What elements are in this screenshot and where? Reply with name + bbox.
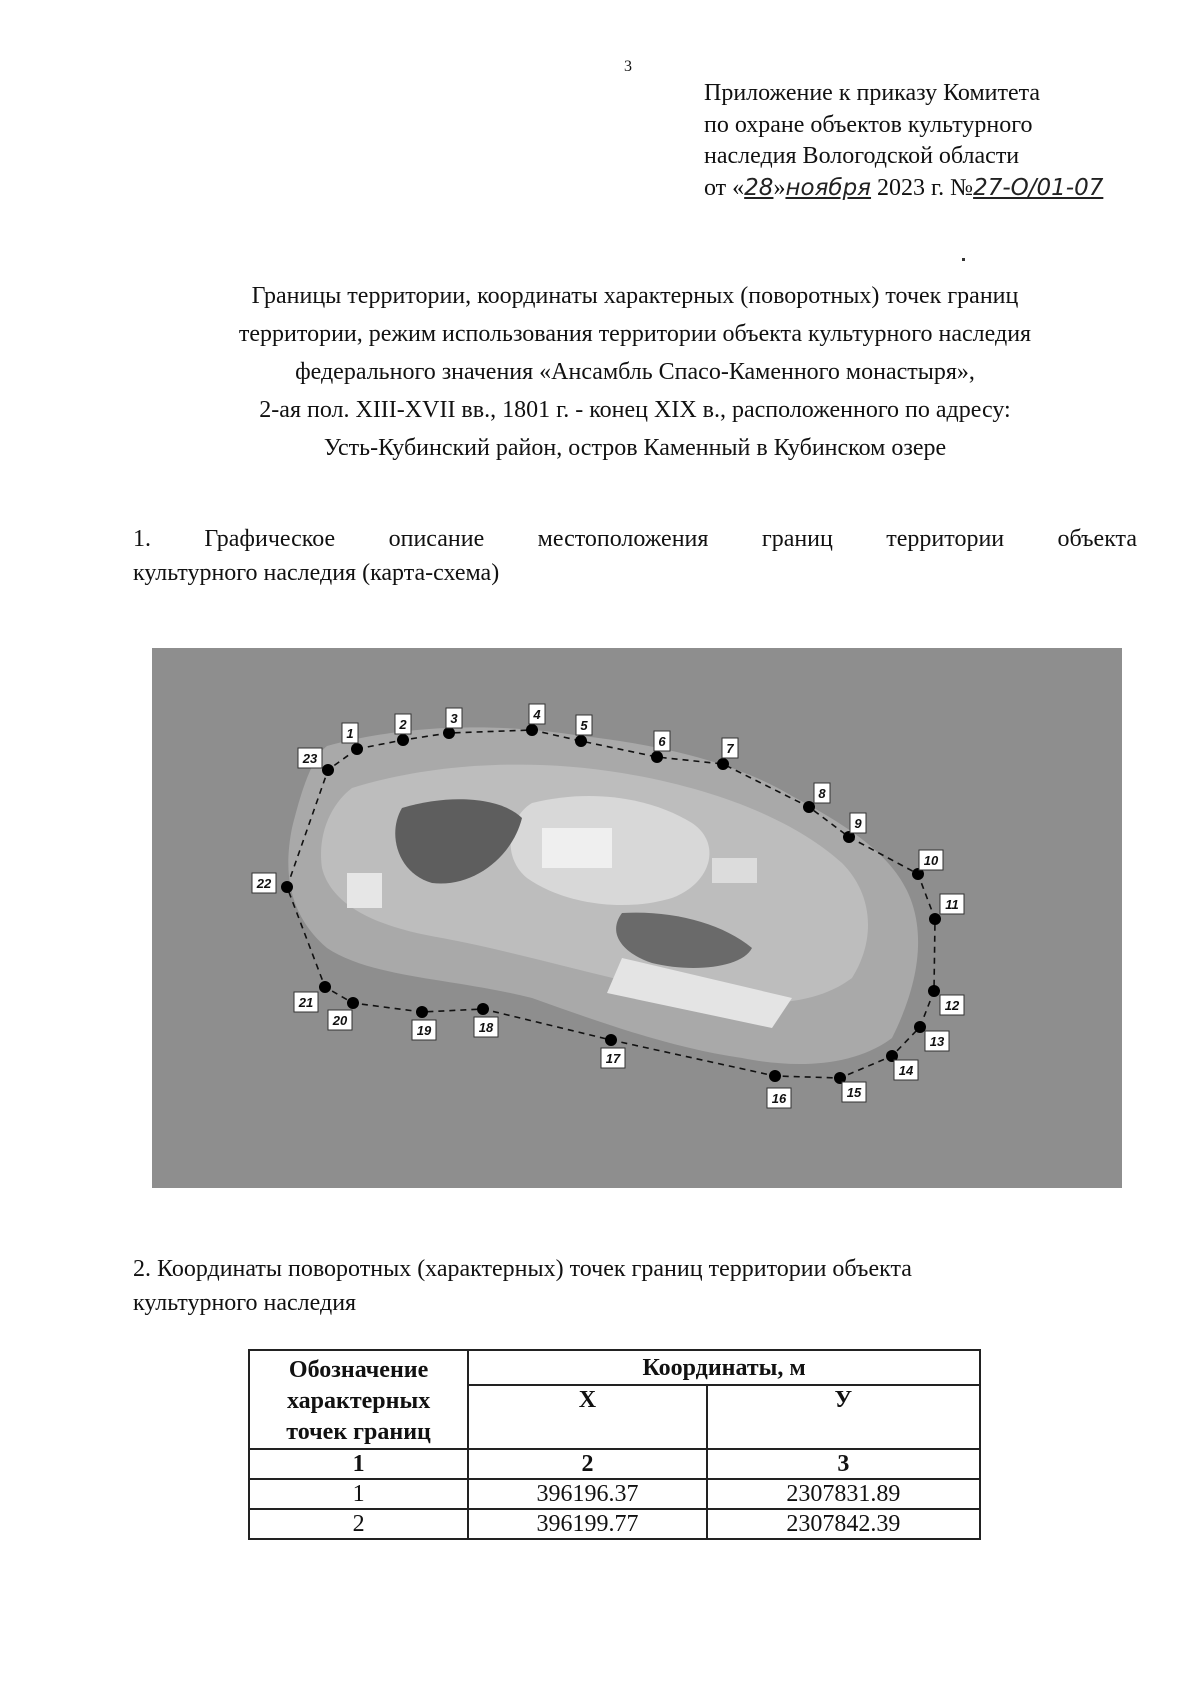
boundary-point-label: 4 <box>533 707 541 722</box>
boundary-point-label: 9 <box>854 816 862 831</box>
column-number: 3 <box>707 1449 980 1479</box>
section-2-line-1: 2. Координаты поворотных (характерных) точек границ территории объекта <box>133 1256 912 1282</box>
boundary-point-marker <box>477 1003 489 1015</box>
section-1-word: границ <box>761 526 833 552</box>
boundary-point-marker <box>416 1006 428 1018</box>
header-designation-line: точек границ <box>286 1419 431 1445</box>
boundary-point-label: 13 <box>929 1034 945 1049</box>
section-1-word: описание <box>388 526 485 552</box>
boundary-point-marker <box>803 801 815 813</box>
point-id: 2 <box>249 1509 468 1539</box>
coord-y: 2307831.89 <box>707 1479 980 1509</box>
boundary-point-label: 5 <box>580 718 588 733</box>
handwritten-month: ноября <box>785 174 872 201</box>
table-row <box>249 1479 980 1509</box>
document-title <box>120 277 1150 467</box>
title-line-4: 2-ая пол. XIII-XVII вв., 1801 г. - конец XIX в., расположенного по адресу: <box>259 397 1011 423</box>
boundary-point-label: 17 <box>605 1051 621 1066</box>
title-line-1: Границы территории, координаты характерных (поворотных) точек границ <box>251 283 1019 309</box>
coord-y: 2307842.39 <box>707 1509 980 1539</box>
building-center <box>542 828 612 868</box>
boundary-point-label: 19 <box>416 1023 432 1038</box>
boundary-point-marker <box>443 727 455 739</box>
section-2-heading <box>133 1252 1137 1320</box>
stray-dot <box>962 258 965 261</box>
header-x: Х <box>468 1385 707 1449</box>
building-east <box>712 858 757 883</box>
boundary-point-label: 23 <box>302 751 318 766</box>
page-number: 3 <box>624 58 632 75</box>
handwritten-day: 28 <box>744 174 774 201</box>
boundary-point-marker <box>281 881 293 893</box>
appendix-line-3: наследия Вологодской области <box>704 143 1020 169</box>
boundary-point-marker <box>347 997 359 1009</box>
coord-x: 396196.37 <box>468 1479 707 1509</box>
table-row <box>249 1509 980 1539</box>
boundary-point-label: 7 <box>726 741 734 756</box>
boundary-point-label: 1 <box>346 726 354 741</box>
title-line-3: федерального значения «Ансамбль Спасо-Каменного монастыря», <box>295 359 975 385</box>
boundary-point-marker <box>914 1021 926 1033</box>
point-id: 1 <box>249 1479 468 1509</box>
title-line-5: Усть-Кубинский район, остров Каменный в Кубинском озере <box>323 435 947 461</box>
boundary-point-marker <box>351 743 363 755</box>
boundary-point-label: 14 <box>898 1063 914 1078</box>
boundary-map-svg <box>152 648 1122 1188</box>
boundary-point-label: 8 <box>818 786 826 801</box>
boundary-point-label: 10 <box>923 853 939 868</box>
header-y: У <box>707 1385 980 1449</box>
boundary-point-label: 15 <box>846 1085 862 1100</box>
column-number: 1 <box>249 1449 468 1479</box>
boundary-point-label: 11 <box>945 897 959 912</box>
title-line-2: территории, режим использования территории объекта культурного наследия <box>238 321 1032 347</box>
boundary-point-label: 22 <box>256 876 272 891</box>
header-designation <box>249 1350 468 1449</box>
boundary-point-label: 20 <box>332 1013 348 1028</box>
boundary-point-marker <box>605 1034 617 1046</box>
section-1-line-2: культурного наследия (карта-схема) <box>133 560 500 586</box>
header-designation-line: Обозначение <box>288 1357 429 1383</box>
boundary-point-marker <box>319 981 331 993</box>
column-number: 2 <box>468 1449 707 1479</box>
boundary-point-label: 16 <box>771 1091 787 1106</box>
boundary-point-marker <box>717 758 729 770</box>
boundary-point-label: 18 <box>478 1020 494 1035</box>
boundary-point-label: 21 <box>298 995 314 1010</box>
section-1-word: Графическое <box>204 526 336 552</box>
boundary-point-label: 2 <box>399 717 407 732</box>
order-date-prefix: от « <box>704 174 745 201</box>
header-coordinates: Координаты, м <box>468 1350 980 1385</box>
appendix-header <box>704 78 1174 204</box>
coord-x: 396199.77 <box>468 1509 707 1539</box>
boundary-point-marker <box>526 724 538 736</box>
boundary-map <box>152 648 1122 1188</box>
building-west <box>347 873 382 908</box>
boundary-point-marker <box>322 764 334 776</box>
quote-close: » <box>773 174 786 201</box>
handwritten-order-number: 27-О/01-07 <box>973 174 1104 201</box>
section-1-word: 1. <box>133 526 151 552</box>
boundary-point-marker <box>929 913 941 925</box>
boundary-point-marker <box>928 985 940 997</box>
section-1-heading <box>133 522 1137 590</box>
section-1-line-1 <box>133 522 1137 556</box>
appendix-line-1: Приложение к приказу Комитета <box>704 80 1041 106</box>
coordinates-table <box>248 1349 981 1540</box>
section-1-word: местоположения <box>537 526 709 552</box>
section-1-word: объекта <box>1057 526 1137 552</box>
order-year: 2023 г. № <box>877 174 974 201</box>
section-1-word: территории <box>886 526 1005 552</box>
boundary-point-label: 3 <box>450 711 458 726</box>
boundary-point-marker <box>651 751 663 763</box>
appendix-line-4 <box>704 173 1174 205</box>
appendix-line-2: по охране объектов культурного <box>704 111 1033 138</box>
boundary-point-marker <box>575 735 587 747</box>
boundary-point-marker <box>397 734 409 746</box>
boundary-point-marker <box>769 1070 781 1082</box>
header-designation-line: характерных <box>286 1388 431 1414</box>
boundary-point-label: 6 <box>658 734 666 749</box>
boundary-point-label: 12 <box>944 998 960 1013</box>
section-2-line-2: культурного наследия <box>133 1290 357 1316</box>
